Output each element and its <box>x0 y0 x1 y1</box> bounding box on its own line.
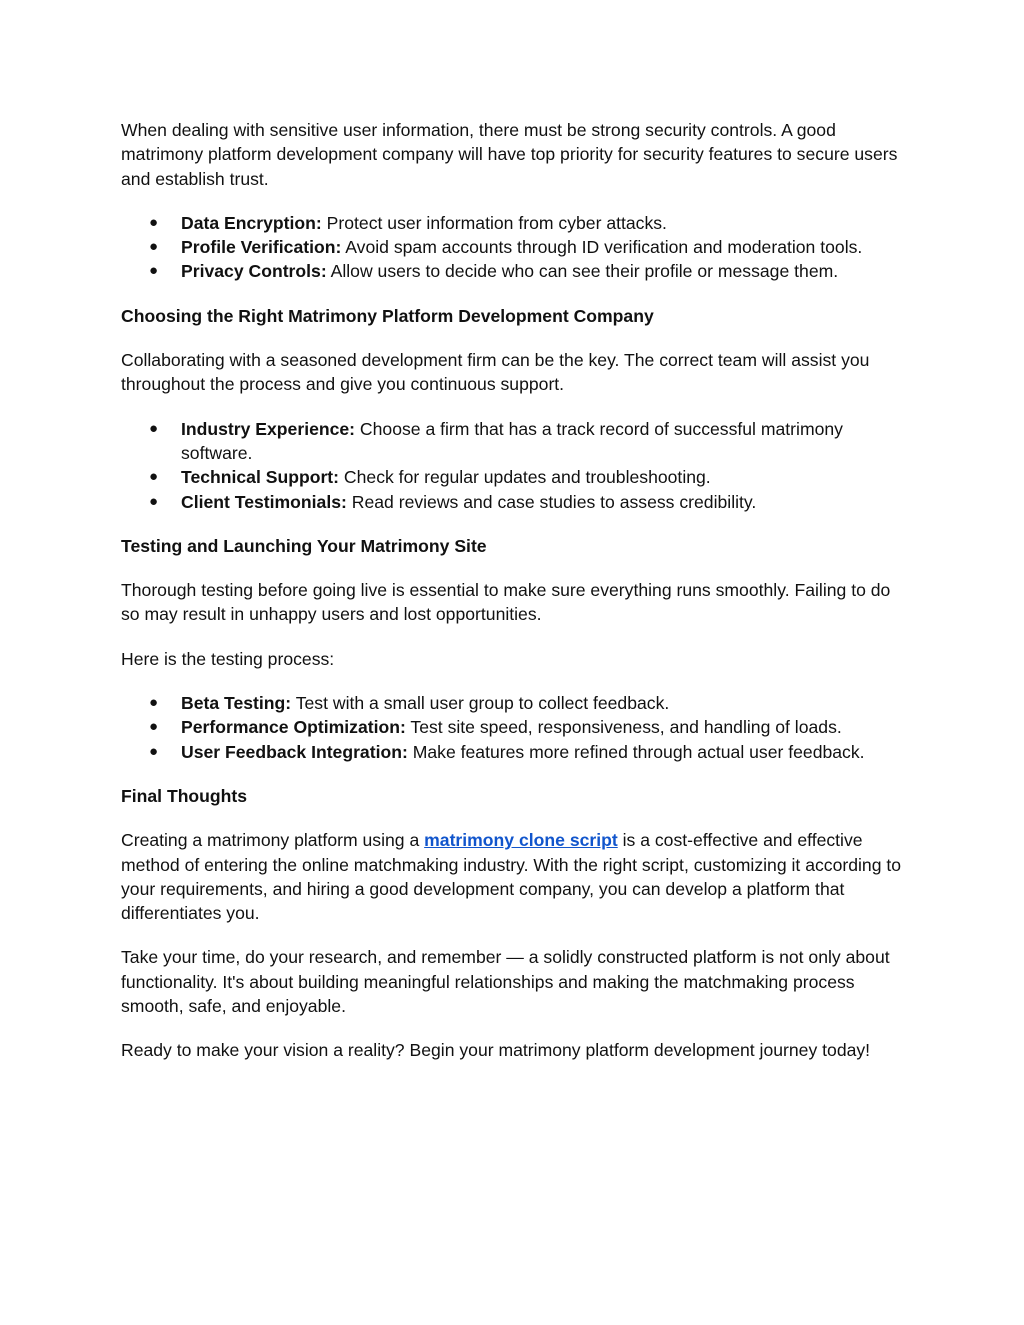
list-item-lead: Industry Experience: <box>181 418 356 439</box>
bullet-icon: ● <box>149 492 159 510</box>
final-paragraph-1 <box>121 828 911 925</box>
choosing-heading: Choosing the Right Matrimony Platform Development Company <box>121 305 654 326</box>
bullet-icon: ● <box>149 718 159 736</box>
final-heading: Final Thoughts <box>121 785 248 806</box>
list-item <box>121 465 911 489</box>
bullet-icon: ● <box>149 742 159 760</box>
testing-paragraph: Thorough testing before going live is essential to make sure everything runs smoothly. Failing to do so may result in unhappy users and lost opportunities. <box>121 580 891 625</box>
list-item-text: Choose a firm that has a track record of successful matrimony software. <box>181 418 843 463</box>
list-item-text: Test site speed, responsiveness, and handling of loads. <box>405 717 842 738</box>
list-item-text: Check for regular updates and troubleshooting. <box>339 467 711 488</box>
testing-heading: Testing and Launching Your Matrimony Site <box>121 535 487 556</box>
final-text-after-link: is a cost-effective and effective method of entering the online matchmaking industry. With the right script, customizing it according to your requirements, and hiring a good development company, you can develop a platform that differentiates you. <box>121 830 902 924</box>
list-item-lead: Data Encryption: <box>181 212 322 233</box>
final-text-before-link: Creating a matrimony platform using a <box>121 830 425 851</box>
bullet-icon: ● <box>149 694 159 712</box>
list-item-lead: User Feedback Integration: <box>181 741 408 762</box>
list-item <box>121 235 911 259</box>
document-page <box>121 118 911 1083</box>
list-item-lead: Privacy Controls: <box>181 261 327 282</box>
bullet-icon: ● <box>149 238 159 256</box>
choosing-list <box>121 417 911 514</box>
final-paragraph-2: Take your time, do your research, and remember — a solidly constructed platform is not only about functionality. It's about building meaningful relationships and making the matchmaking process smooth, safe, and enjoyable. <box>121 947 890 1017</box>
list-item-text: Allow users to decide who can see their profile or message them. <box>326 261 839 282</box>
list-item-text: Test with a small user group to collect feedback. <box>291 693 670 714</box>
list-item <box>121 211 911 235</box>
list-item-text: Protect user information from cyber attacks. <box>321 212 667 233</box>
bullet-icon: ● <box>149 419 159 437</box>
list-item <box>121 259 911 283</box>
bullet-icon: ● <box>149 262 159 280</box>
list-item <box>121 691 911 715</box>
list-item-text: Read reviews and case studies to assess credibility. <box>346 491 757 512</box>
list-item-lead: Performance Optimization: <box>181 717 406 738</box>
list-item-text: Avoid spam accounts through ID verification and moderation tools. <box>341 237 863 258</box>
intro-paragraph: When dealing with sensitive user information, there must be strong security controls. A good matrimony platform development company will have top priority for security features to secure users and establish trust. <box>121 120 898 189</box>
list-item <box>121 417 911 466</box>
list-item-lead: Profile Verification: <box>181 237 342 258</box>
testing-intro: Here is the testing process: <box>121 648 335 669</box>
list-item-text: Make features more refined through actual user feedback. <box>407 741 865 762</box>
list-item <box>121 740 911 764</box>
list-item-lead: Technical Support: <box>181 467 340 488</box>
security-list <box>121 211 911 284</box>
list-item-lead: Beta Testing: <box>181 693 292 714</box>
list-item <box>121 715 911 739</box>
testing-list <box>121 691 911 764</box>
final-paragraph-3: Ready to make your vision a reality? Begin your matrimony platform development journey today! <box>121 1040 871 1061</box>
bullet-icon: ● <box>149 213 159 231</box>
matrimony-clone-script-link[interactable]: matrimony clone script <box>424 830 618 851</box>
choosing-paragraph: Collaborating with a seasoned development firm can be the key. The correct team will assist you throughout the process and give you continuous support. <box>121 350 870 395</box>
list-item <box>121 490 911 514</box>
bullet-icon: ● <box>149 468 159 486</box>
list-item-lead: Client Testimonials: <box>181 491 347 512</box>
